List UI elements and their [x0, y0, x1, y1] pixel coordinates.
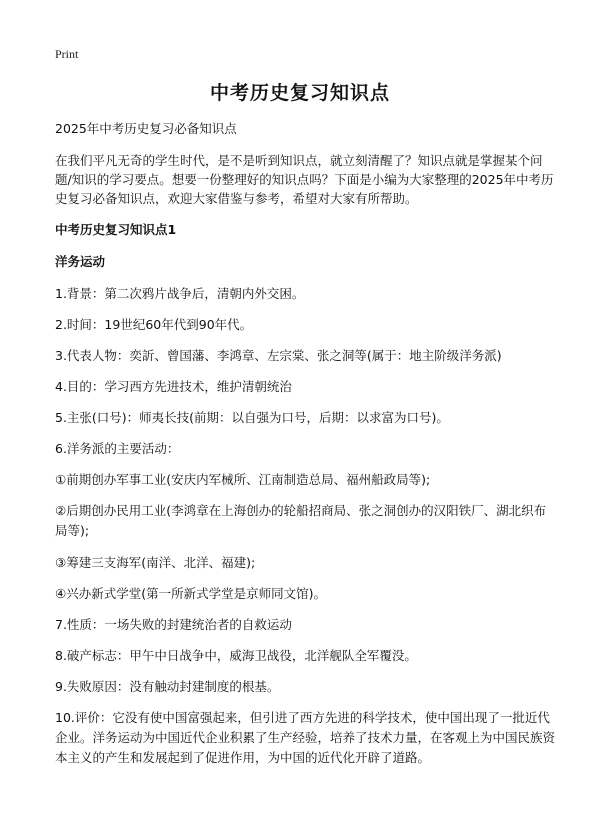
activity-military-industry: ①前期创办军事工业(安庆内军械所、江南制造总局、福州船政局等);	[55, 472, 431, 487]
point-evaluation: 10.评价：它没有使中国富强起来，但引进了西方先进的科学技术，使中国出现了一批近代企业。洋务运动为中国近代企业积累了生产经验，培养了技术力量，在客观上为中国民族资本主义的产生和发展起到了促进作用，为中国的近代化开辟了道路。	[55, 710, 556, 765]
section-heading: 中考历史复习知识点1	[55, 222, 177, 237]
point-time: 2.时间：19世纪60年代到90年代。	[55, 317, 253, 332]
activity-civil-industry: ②后期创办民用工业(李鸿章在上海创办的轮船招商局、张之洞创办的汉阳铁厂、湖北织布局等);	[55, 503, 547, 538]
activity-navy: ③筹建三支海军(南洋、北洋、福建);	[55, 555, 256, 570]
activity-schools: ④兴办新式学堂(第一所新式学堂是京师同文馆)。	[55, 586, 326, 601]
intro-paragraph: 在我们平凡无奇的学生时代，是不是听到知识点，就立刻清醒了？知识点就是掌握某个问题/知识的学习要点。想要一份整理好的知识点吗？下面是小编为大家整理的2025年中考历史复习必备知识点，欢迎大家借鉴与参考，希望对大家有所帮助。	[55, 153, 554, 206]
point-representatives: 3.代表人物：奕訢、曾国藩、李鸿章、左宗棠、张之洞等(属于：地主阶级洋务派)	[55, 348, 502, 363]
point-nature: 7.性质：一场失败的封建统治者的自救运动	[55, 617, 292, 632]
point-failure-reason: 9.失败原因：没有触动封建制度的根基。	[55, 679, 280, 694]
point-purpose: 4.目的：学习西方先进技术，维护清朝统治	[55, 379, 292, 394]
subtitle: 2025年中考历史复习必备知识点	[55, 121, 237, 136]
point-background: 1.背景：第二次鸦片战争后，清朝内外交困。	[55, 286, 305, 301]
point-activities: 6.洋务派的主要活动：	[55, 441, 180, 456]
topic-heading: 洋务运动	[55, 254, 106, 269]
point-failure-sign: 8.破产标志：甲午中日战争中，威海卫战役，北洋舰队全军覆没。	[55, 648, 417, 663]
page-title: 中考历史复习知识点	[209, 82, 390, 104]
article-body	[55, 119, 555, 768]
print-label: Print	[55, 47, 79, 61]
point-slogan: 5.主张(口号)：师夷长技(前期：以自强为口号，后期：以求富为口号)。	[55, 410, 449, 425]
